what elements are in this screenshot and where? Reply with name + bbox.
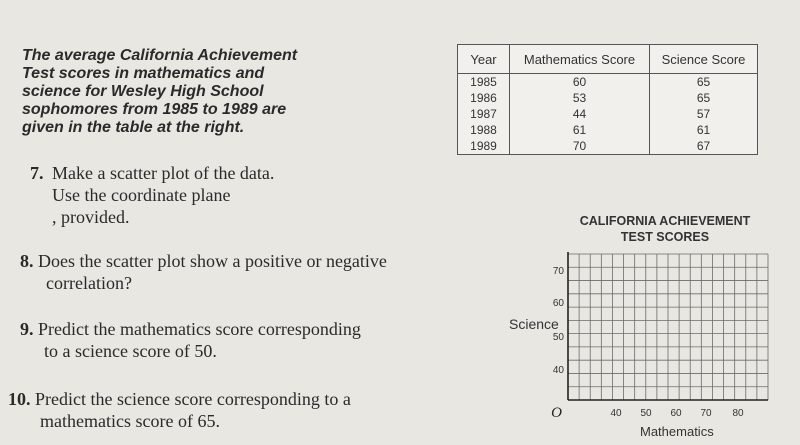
cell-science: 67	[650, 138, 758, 155]
x-tick-label: 40	[610, 408, 622, 419]
x-tick-label: 60	[670, 408, 682, 419]
table-row	[458, 122, 758, 138]
cell-science: 61	[650, 122, 758, 138]
question-number: 9.	[20, 319, 34, 339]
intro-text	[22, 47, 352, 137]
y-tick-label: 50	[552, 332, 564, 343]
question-number: 10.	[8, 389, 31, 409]
cell-math: 60	[510, 74, 650, 91]
cell-math: 44	[510, 106, 650, 122]
cell-math: 61	[510, 122, 650, 138]
x-tick-label: 80	[732, 408, 744, 419]
question-text: Predict the mathematics score corresponding	[38, 319, 361, 339]
table-row	[458, 138, 758, 155]
intro-line: sophomores from 1985 to 1989 are	[22, 101, 287, 118]
graph-title	[560, 213, 770, 245]
header-math: Mathematics Score	[510, 45, 650, 74]
question-text: , provided.	[52, 207, 130, 227]
graph-title-line: CALIFORNIA ACHIEVEMENT	[579, 214, 751, 228]
cell-science: 65	[650, 74, 758, 91]
cell-year: 1986	[458, 90, 510, 106]
plot-ticks	[551, 266, 744, 421]
x-tick-label: 50	[640, 408, 652, 419]
cell-science: 65	[650, 90, 758, 106]
cell-year: 1987	[458, 106, 510, 122]
table-row	[458, 106, 758, 122]
question-9	[20, 318, 460, 362]
question-number: 8.	[20, 251, 34, 271]
table-row	[458, 74, 758, 91]
x-axis-label: Mathematics	[640, 424, 714, 439]
question-number: 7.	[30, 163, 44, 183]
question-text: Make a scatter plot of the data.	[52, 163, 275, 183]
intro-line: The average California Achievement	[22, 47, 298, 64]
question-7	[30, 162, 360, 228]
intro-line: science for Wesley High School	[22, 83, 264, 100]
cell-year: 1985	[458, 74, 510, 91]
y-axis-label: Science	[509, 316, 559, 332]
question-text: Does the scatter plot show a positive or negative	[38, 251, 387, 271]
question-text: correlation?	[46, 273, 132, 293]
question-8	[20, 250, 480, 294]
y-tick-label: 40	[552, 365, 564, 376]
header-science: Science Score	[650, 45, 758, 74]
header-year: Year	[458, 45, 510, 74]
plot-grid	[568, 254, 768, 400]
y-tick-label: 60	[552, 298, 564, 309]
origin-label: O	[551, 405, 562, 421]
question-text: Predict the science score corresponding to a	[35, 389, 351, 409]
question-text: Use the coordinate plane	[52, 185, 231, 205]
intro-line: Test scores in mathematics and	[22, 65, 265, 82]
scores-table	[457, 44, 758, 155]
question-text: mathematics score of 65.	[40, 411, 220, 431]
cell-math: 53	[510, 90, 650, 106]
x-tick-label: 70	[700, 408, 712, 419]
question-10	[8, 388, 438, 432]
cell-science: 57	[650, 106, 758, 122]
cell-year: 1989	[458, 138, 510, 155]
graph-title-line: TEST SCORES	[620, 230, 710, 244]
question-text: to a science score of 50.	[44, 341, 217, 361]
table-row	[458, 90, 758, 106]
y-tick-label: 70	[552, 266, 564, 277]
cell-year: 1988	[458, 122, 510, 138]
coordinate-plane[interactable]	[540, 250, 780, 424]
cell-math: 70	[510, 138, 650, 155]
table-header-row	[458, 45, 758, 74]
intro-line: given in the table at the right.	[22, 119, 245, 136]
